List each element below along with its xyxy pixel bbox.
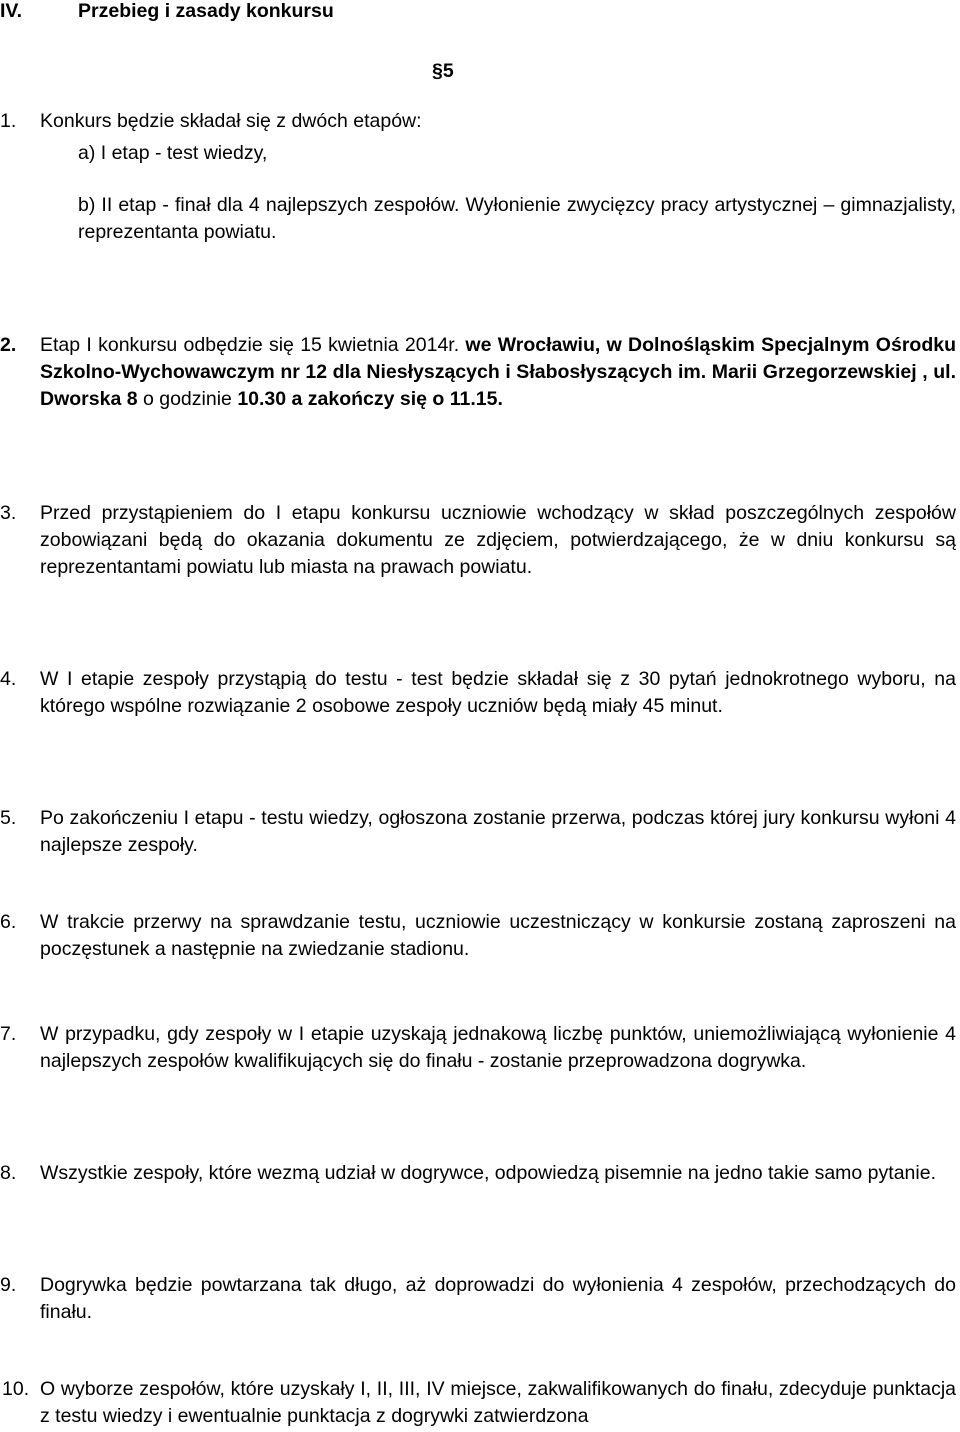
item-text: W przypadku, gdy zespoły w I etapie uzyskają jednakową liczbę punktów, uniemożliwiającą wyłonienie 4 najlepszych zespołów kwalifikujących się do finału - zostanie przeprowadzona dogrywka. [40, 1023, 956, 1072]
item-text: O wyborze zespołów, które uzyskały I, II, III, IV miejsce, zakwalifikowanych do finału, zdecyduje punktacja z testu wiedzy i ewentualnie punktacja z dogrywki zatwierdzona [40, 1378, 956, 1427]
item-number: 9. [0, 1274, 17, 1296]
item-text-plain: Etap I konkursu odbędzie się 15 kwietnia 2014r. [40, 334, 466, 356]
list-item-5 [0, 805, 956, 859]
item-number: 2. [0, 334, 17, 356]
item-number: 5. [0, 807, 17, 829]
list-item-9 [0, 1272, 956, 1326]
item-text: Dogrywka będzie powtarzana tak długo, aż doprowadzi do wyłonienia 4 zespołów, przechodzących do finału. [40, 1274, 956, 1323]
item-number: 1. [0, 110, 17, 132]
item-text-bold: we Wrocławiu, w Dolnośląskim Specjalnym Ośrodku Szkolno-Wychowawczym nr 12 dla Niesłyszących i Słabosłyszących im. Marii Grzegorzewskiej , ul. Dworska 8 [40, 334, 956, 410]
section-title: Przebieg i zasady konkursu [78, 0, 334, 22]
item-text: Wszystkie zespoły, które wezmą udział w dogrywce, odpowiedzą pisemnie na jedno takie samo pytanie. [40, 1162, 936, 1184]
item-text: Przed przystąpieniem do I etapu konkursu uczniowie wchodzący w skład poszczególnych zespołów zobowiązani będą do okazania dokumentu ze zdjęciem, potwierdzającego, że w dniu konkursu są reprezentantami powiatu lub miasta na prawach powiatu. [40, 502, 956, 578]
item-number: 7. [0, 1023, 17, 1045]
item-number: 4. [0, 668, 17, 690]
item-number: 3. [0, 502, 17, 524]
item-text-bold-2: 10.30 a zakończy się o 11.15. [237, 388, 503, 410]
sub-item-a: a) I etap - test wiedzy, [78, 142, 268, 164]
list-item-4 [0, 666, 956, 720]
section-number: IV. [0, 0, 23, 22]
list-item-6 [0, 909, 956, 963]
item-number: 6. [0, 911, 17, 933]
item-number: 8. [0, 1162, 17, 1184]
sub-item-b: b) II etap - finał dla 4 najlepszych zespołów. Wyłonienie zwycięzcy pracy artystycznej – gimnazjalisty, reprezentanta powiatu. [78, 194, 956, 243]
item-text: Po zakończeniu I etapu - testu wiedzy, ogłoszona zostanie przerwa, podczas której jury konkursu wyłoni 4 najlepsze zespoły. [40, 807, 956, 856]
paragraph-mark: §5 [432, 60, 454, 82]
item-text: W I etapie zespoły przystąpią do testu - test będzie składał się z 30 pytań jednokrotnego wyboru, na którego wspólne rozwiązanie 2 osobowe zespoły uczniów będą miały 45 minut. [40, 668, 956, 717]
list-item-1 [0, 108, 956, 135]
item-number: 10. [2, 1378, 30, 1400]
list-item-8 [0, 1160, 956, 1187]
item-text-plain-2: o godzinie [137, 388, 238, 410]
item-text: Konkurs będzie składał się z dwóch etapów: [40, 110, 422, 132]
list-item-2 [0, 332, 956, 413]
item-text: W trakcie przerwy na sprawdzanie testu, uczniowie uczestniczący w konkursie zostaną zaproszeni na poczęstunek a następnie na zwiedzanie stadionu. [40, 911, 956, 960]
list-item-10 [2, 1376, 956, 1430]
list-item-7 [0, 1021, 956, 1075]
list-item-3 [0, 500, 956, 581]
